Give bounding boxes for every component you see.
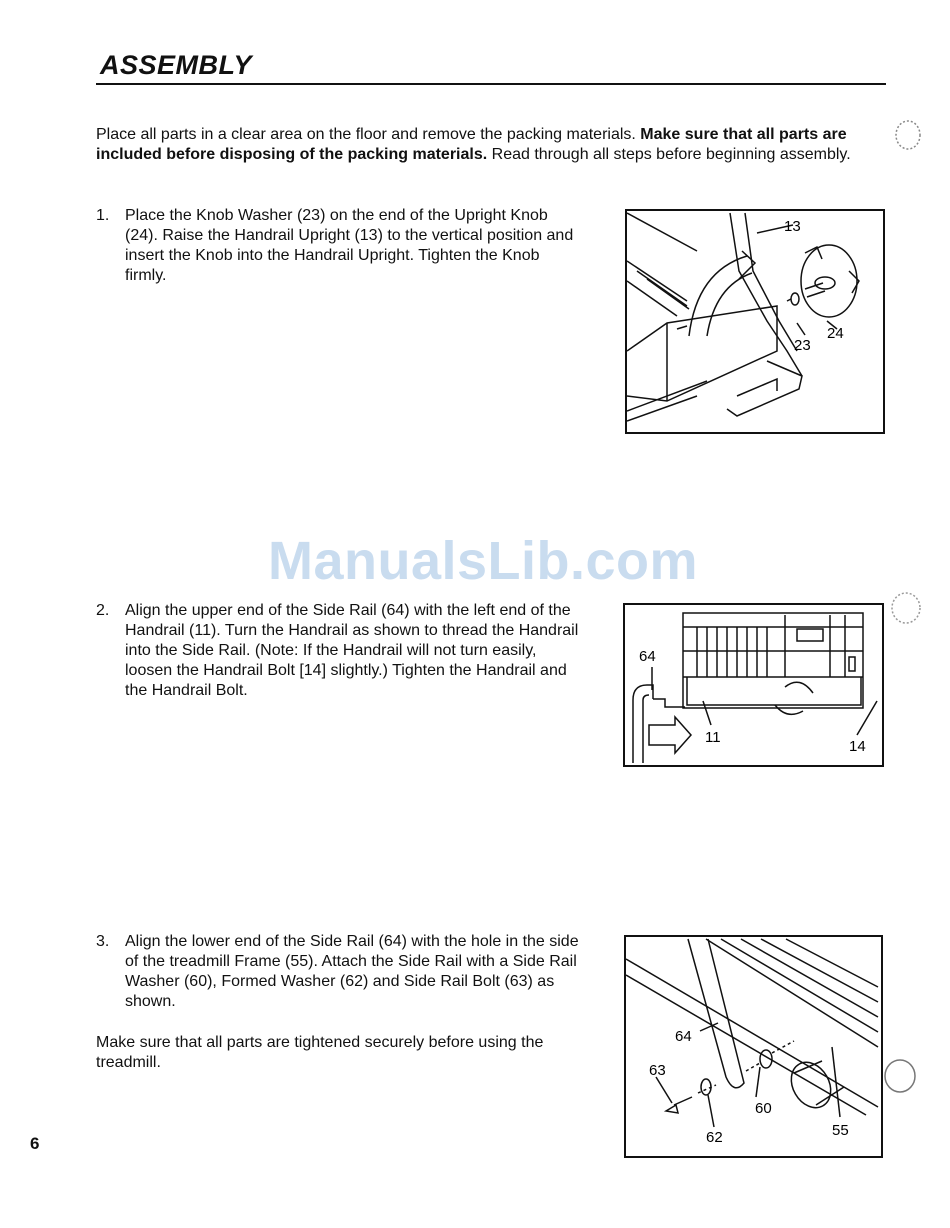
callout-64: 64: [675, 1028, 692, 1045]
callout-23: 23: [794, 337, 811, 354]
step-3-text: Align the lower end of the Side Rail (64) with the hole in the side of the treadmill Frame (55). Attach the Side Rail with a Side Rail Washer (60), Formed Washer (62) and Side Rail Bolt (63) as shown.: [125, 933, 579, 1010]
page-number: 6: [30, 1134, 40, 1153]
binder-hole-top-icon: [892, 117, 924, 157]
watermark: ManualsLib.com: [268, 531, 699, 591]
step-2-text: Align the upper end of the Side Rail (64) with the left end of the Handrail (11). Turn the Handrail as shown to thread the Handrail into the Side Rail. (Note: If the Handrail will not turn easily, loosen the Handrail Bolt [14] slightly.) Tighten the Handrail and the Handrail Bolt.: [125, 602, 579, 699]
intro-paragraph: [96, 125, 876, 165]
final-note: Make sure that all parts are tightened securely before using the treadmill.: [96, 1034, 544, 1071]
step-1-number: 1.: [96, 207, 110, 224]
callout-64: 64: [639, 648, 656, 665]
intro-text-1: Place all parts in a clear area on the floor and remove the packing materials.: [96, 126, 641, 143]
figure-step-1-drawing: [627, 211, 883, 432]
figure-step-3-drawing: [626, 937, 881, 1156]
title-rule: [96, 83, 886, 85]
figure-step-2: [623, 603, 884, 767]
callout-63: 63: [649, 1062, 666, 1079]
callout-11: 11: [705, 729, 721, 746]
callout-62: 62: [706, 1129, 723, 1146]
figure-step-1: [625, 209, 885, 434]
callout-60: 60: [755, 1100, 772, 1117]
figure-step-2-drawing: [625, 605, 882, 765]
page-title: ASSEMBLY: [100, 50, 253, 80]
step-2-number: 2.: [96, 602, 110, 619]
step-3-number: 3.: [96, 933, 110, 950]
step-1-text: Place the Knob Washer (23) on the end of the Upright Knob (24). Raise the Handrail Upright (13) to the vertical position and insert the Knob into the Handrail Upright. Tighten the Knob firmly.: [125, 207, 574, 284]
figure-step-3: [624, 935, 883, 1158]
callout-55: 55: [832, 1122, 849, 1139]
binder-hole-bottom-icon: [880, 1056, 920, 1096]
intro-text-2: Read through all steps before beginning assembly.: [487, 146, 851, 163]
callout-13: 13: [784, 218, 801, 235]
callout-24: 24: [827, 325, 844, 342]
intro-bold-text: Make sure that all parts are included before disposing of the packing materials.: [96, 126, 847, 163]
callout-14: 14: [849, 738, 866, 755]
binder-hole-middle-icon: [886, 588, 926, 628]
